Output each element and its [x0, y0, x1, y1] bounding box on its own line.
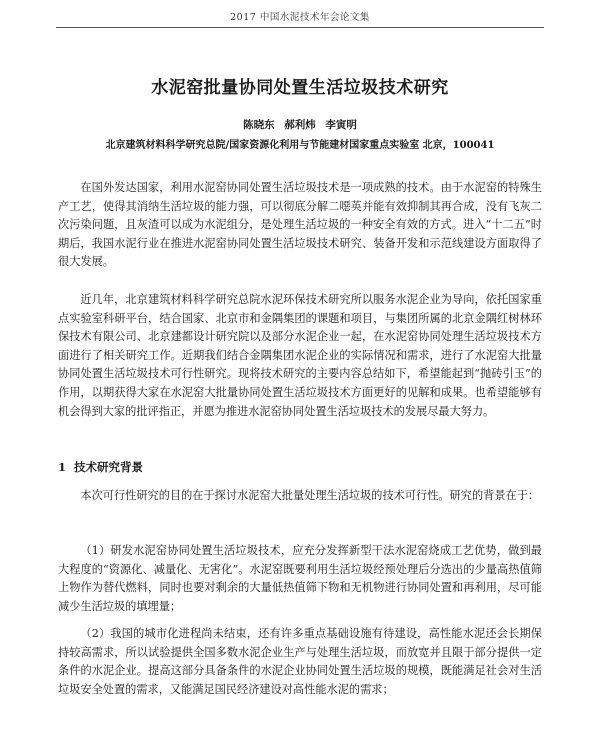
- paper-title: 水泥窑批量协同处置生活垃圾技术研究: [151, 78, 449, 99]
- section-number: 1: [58, 460, 67, 474]
- header-rule: [56, 27, 544, 28]
- affiliation: 北京建筑材料科学研究总院/国家资源化利用与节能建材国家重点实验室 北京，100041: [105, 140, 495, 151]
- section-title: 技术研究背景: [74, 460, 144, 474]
- body-paragraph-point-2: （2）我国的城市化进程尚未结束，还有许多重点基础设施有待建设，高性能水泥还会长期保持较高需求，所以试验提供全国多数水泥企业生产与处理生活垃圾，而放宽并且限于部分提供一定条件的水泥企业。提高这部分具备条件的水泥企业协同处置生活垃圾的规模，既能满足社会对生活垃圾安全处置的需求，又能满足国民经济建设对高性能水泥的需求；: [58, 627, 542, 696]
- body-paragraph-point-1: （1）研发水泥窑协同处置生活垃圾技术，应充分发挥新型干法水泥窑烧成工艺优势，做到最大程度的“资源化、减量化、无害化”。水泥窑既要利用生活垃圾经预处理后分选出的少量高热值筛上物作为替代燃料，同时也要对剩余的大量低热值筛下物和无机物进行协同处置和再利用，尽可能减少生活垃圾的填埋量；: [58, 544, 542, 613]
- body-paragraph-recent-work: 近几年，北京建筑材料科学研究总院水泥环保技术研究所以服务水泥企业为导向，依托国家重点实验室科研平台，结合国家、北京市和金隅集团的课题和项目，与集团所属的北京金隅红树林环保技术有限公司、北京建都设计研究院以及部分水泥企业一起，在水泥窑协同处理生活垃圾技术方面进行了相关研究工作。近期我们结合金隅集团水泥企业的实际情况和需求，进行了水泥窑大批量协同处置生活垃圾技术可行性研究。现将技术研究的主要内容总结如下，希望能起到“抛砖引玉”的作用，以期获得大家在水泥窑大批量协同处置生活垃圾技术方面更好的见解和成果。也希望能够有机会得到大家的批评指正，并愿为推进水泥窑协同处置生活垃圾技术的发展尽最大努力。: [58, 293, 542, 418]
- authors: 陈晓东 郝利炜 李寅明: [243, 119, 357, 131]
- body-paragraph-intro: 在国外发达国家，利用水泥窑协同处置生活垃圾技术是一项成熟的技术。由于水泥窑的特殊生产工艺，使得其消纳生活垃圾的能力强，可以彻底分解二噁英并能有效抑制其再合成，没有飞灰二次污染问题，且灰渣可以成为水泥组分，是处理生活垃圾的一种安全有效的方式。进入“十二五”时期后，我国水泥行业在推进水泥窑协同处置生活垃圾技术研究、装备开发和示范线建设方面取得了很大发展。: [58, 181, 542, 269]
- section-heading: [58, 459, 143, 475]
- running-header: 2017 中国水泥技术年会论文集: [230, 12, 370, 23]
- body-paragraph-purpose: 本次可行性研究的目的在于探讨水泥窑大批量处理生活垃圾的技术可行性。研究的背景在于：: [80, 489, 540, 502]
